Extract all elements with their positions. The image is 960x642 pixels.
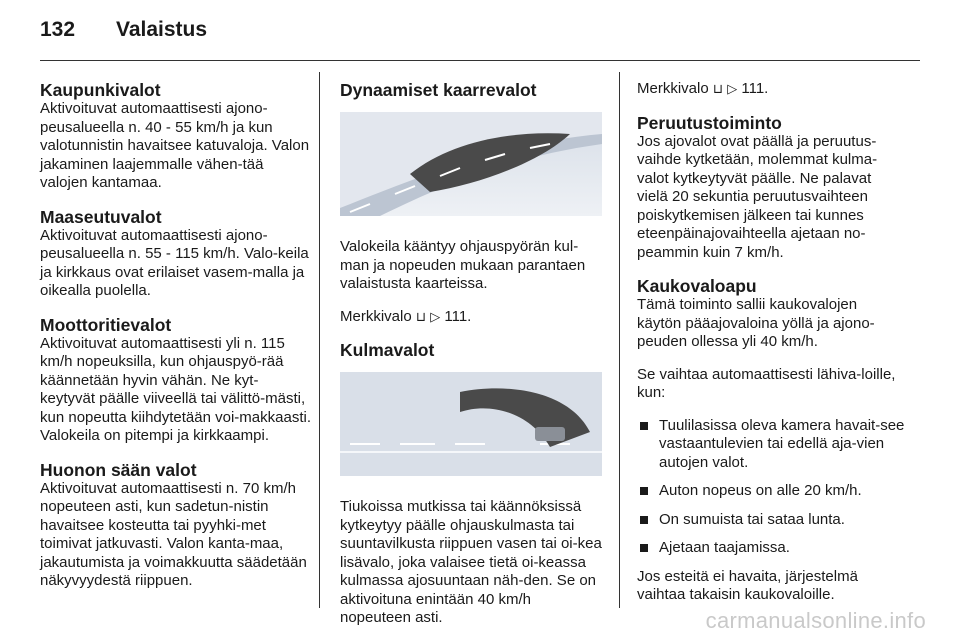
curve-light-illustration xyxy=(340,112,602,216)
section-maaseutuvalot xyxy=(40,207,312,301)
section-moottoritievalot xyxy=(40,315,312,446)
page-number: 132 xyxy=(40,18,76,41)
column-divider-1 xyxy=(319,72,320,608)
list-item: Tuulilasissa oleva kamera havait-see vastaantulevien tai edellä aja-vien autojen valot. xyxy=(637,417,905,473)
column-divider-2 xyxy=(619,72,620,608)
section-heading: Maaseutuvalot xyxy=(40,206,162,227)
section-huonon-saan-valot xyxy=(40,460,312,591)
page-title: Valaistus xyxy=(116,18,208,41)
heading-peruutustoiminto: Peruutustoiminto xyxy=(637,112,782,133)
reference-line xyxy=(637,80,905,99)
column-c xyxy=(637,80,905,619)
section-heading: Moottoritievalot xyxy=(40,314,172,335)
column-a xyxy=(40,80,312,605)
section-heading: Huonon sään valot xyxy=(40,459,197,480)
heading-kaukovaloapu: Kaukovaloapu xyxy=(637,276,757,296)
condition-list xyxy=(637,417,905,558)
bullet-square-icon xyxy=(640,516,648,524)
list-item: Auton nopeus on alle 20 km/h. xyxy=(637,482,905,501)
reference-label: Merkkivalo xyxy=(340,307,412,325)
reference-page: 111. xyxy=(741,80,769,97)
section-text: Aktivoituvat automaattisesti ajono-peusalueella n. 55 - 115 km/h. Valo-keila ja kirkkaus ovat erilaiset vasem-malla ja oikealla puolella. xyxy=(40,226,309,299)
text-kaukovaloapu: Tämä toiminto sallii kaukovalojen käytön pääajovaloina yöllä ja ajono-peuden ollessa yli 40 km/h. xyxy=(637,296,875,350)
watermark: carmanualsonline.info xyxy=(705,608,926,633)
header-rule xyxy=(40,60,920,61)
reference-label: Merkkivalo xyxy=(637,80,709,97)
reference-line xyxy=(340,308,602,327)
corner-light-illustration xyxy=(340,372,602,476)
section-kaupunkivalot xyxy=(40,80,312,193)
bullet-square-icon xyxy=(640,422,648,430)
section-text: Aktivoituvat automaattisesti ajono-peusalueella n. 40 - 55 km/h ja kun valotunnistin havaitsee katuvaloja. Valon jakaminen laajemmalle vähen-tää valojen kantamaa. xyxy=(40,100,310,191)
text-kaukovalo-return: Jos esteitä ei havaita, järjestelmä vaihtaa takaisin kaukovaloille. xyxy=(637,567,858,603)
headlight-indicator-icon: ⊔ xyxy=(712,81,724,96)
text-peruutustoiminto: Jos ajovalot ovat päällä ja peruutus-vaihde kytketään, molemmat kulma-valot kytkeytyvät päälle. Ne palavat vielä 20 sekuntia peruutusvaihteen poiskytkemisen jälkeen tai kunnes eteenpäinajovaihteella ajetaan no-peammin kuin 7 km/h. xyxy=(637,132,878,261)
section-heading: Kaupunkivalot xyxy=(40,80,161,100)
bullet-square-icon xyxy=(640,487,648,495)
bullet-square-icon xyxy=(640,544,648,552)
headlight-indicator-icon: ⊔ xyxy=(415,308,427,324)
text-kulmavalot: Tiukoissa mutkissa tai käännöksissä kytkeytyy päälle ohjauskulmasta tai suuntavilkusta riippuen vasen tai oi-kea lisävalo, joka valaisee tietä oi-keassa kulmassa ajosuuntaan näh-den. Se on aktivoituna enintään 40 km/h nopeuteen asti. xyxy=(340,498,602,626)
text-dynaamiset: Valokeila kääntyy ohjauspyörän kul-man ja nopeuden mukaan parantaen valaistusta kaarteissa. xyxy=(340,238,586,292)
column-b xyxy=(340,80,602,642)
page-reference-arrow-icon: ▷ xyxy=(727,81,738,96)
section-text: Aktivoituvat automaattisesti n. 70 km/h nopeuteen asti, kun sadetun-nistin havaitsee kosteutta tai pyyhki-met toimivat jatkuvasti. Valon kanta-maa, jakautumista ja voimakkuutta säädetään näkyvyydestä riippuen. xyxy=(40,479,307,589)
reference-page: 111. xyxy=(444,307,472,325)
list-item: Ajetaan taajamissa. xyxy=(637,539,905,558)
text-lahivalo-intro: Se vaihtaa automaattisesti lähiva-loille, kun: xyxy=(637,365,896,401)
heading-kulmavalot: Kulmavalot xyxy=(340,340,435,360)
section-text: Aktivoituvat automaattisesti yli n. 115 km/h nopeuksilla, kun ohjauspyö-rää käännetään hyvin vähän. Ne kyt-keytyvät päälle viiveellä tai välittö-mästi, kun nopeutta kiihdytetään voi-makkaasti. Valokeila on pitempi ja kirkkaampi. xyxy=(40,334,311,444)
list-item: On sumuista tai sataa lunta. xyxy=(637,511,905,530)
heading-dynaamiset-kaarrevalot: Dynaamiset kaarrevalot xyxy=(340,80,537,100)
page-reference-arrow-icon: ▷ xyxy=(430,308,441,324)
